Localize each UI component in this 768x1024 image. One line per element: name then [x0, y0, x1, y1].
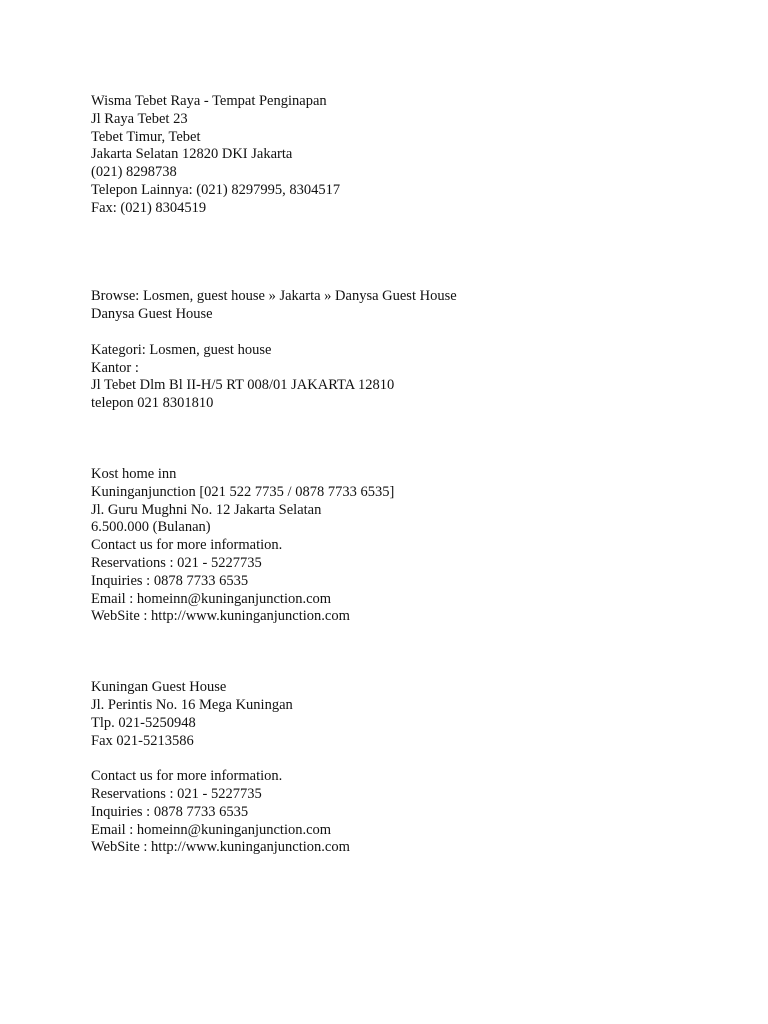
- listing-title: Kost home inn: [91, 465, 177, 482]
- listing-kuningan-guest-house: [91, 679, 731, 857]
- breadcrumb: Browse: Losmen, guest house » Jakarta » Danysa Guest House: [91, 288, 457, 305]
- website-line: WebSite : http://www.kuninganjunction.com: [91, 839, 350, 856]
- address-line: Jakarta Selatan 12820 DKI Jakarta: [91, 146, 293, 163]
- address-line: Jl Raya Tebet 23: [91, 110, 188, 127]
- address-line: Tebet Timur, Tebet: [91, 128, 201, 145]
- blank-line: [91, 324, 731, 342]
- inquiries-line: Inquiries : 0878 7733 6535: [91, 803, 249, 820]
- spacer: [91, 271, 731, 289]
- listing-wisma-tebet-raya: [91, 93, 731, 218]
- spacer: [91, 218, 731, 271]
- office-label: Kantor :: [91, 359, 139, 376]
- fax-line: Fax 021-5213586: [91, 732, 194, 749]
- category-line: Kategori: Losmen, guest house: [91, 341, 272, 358]
- website-line: WebSite : http://www.kuninganjunction.com: [91, 608, 350, 625]
- spacer: [91, 413, 731, 466]
- listing-kost-home-inn: [91, 466, 731, 626]
- address-line: Jl. Guru Mughni No. 12 Jakarta Selatan: [91, 501, 322, 518]
- price-line: 6.500.000 (Bulanan): [91, 519, 211, 536]
- listing-title: Danysa Guest House: [91, 306, 213, 323]
- info-line: Contact us for more information.: [91, 537, 283, 554]
- phone-line: Tlp. 021-5250948: [91, 714, 196, 731]
- contact-line: Kuninganjunction [021 522 7735 / 0878 7733 6535]: [91, 483, 395, 500]
- reservations-line: Reservations : 021 - 5227735: [91, 554, 262, 571]
- email-line: Email : homeinn@kuninganjunction.com: [91, 590, 332, 607]
- phone-line: Telepon Lainnya: (021) 8297995, 8304517: [91, 181, 341, 198]
- listing-danysa-guest-house: [91, 288, 731, 413]
- spacer: [91, 626, 731, 679]
- fax-line: Fax: (021) 8304519: [91, 199, 207, 216]
- address-line: Jl. Perintis No. 16 Mega Kuningan: [91, 696, 293, 713]
- phone-line: (021) 8298738: [91, 164, 177, 181]
- blank-line: [91, 750, 731, 768]
- info-line: Contact us for more information.: [91, 768, 283, 785]
- address-line: Jl Tebet Dlm Bl II-H/5 RT 008/01 JAKARTA 12810: [91, 377, 395, 394]
- listing-title: Wisma Tebet Raya - Tempat Penginapan: [91, 93, 327, 109]
- reservations-line: Reservations : 021 - 5227735: [91, 785, 262, 802]
- inquiries-line: Inquiries : 0878 7733 6535: [91, 572, 249, 589]
- listing-title: Kuningan Guest House: [91, 679, 227, 696]
- phone-line: telepon 021 8301810: [91, 395, 214, 412]
- document-page: [91, 93, 731, 857]
- email-line: Email : homeinn@kuninganjunction.com: [91, 821, 332, 838]
